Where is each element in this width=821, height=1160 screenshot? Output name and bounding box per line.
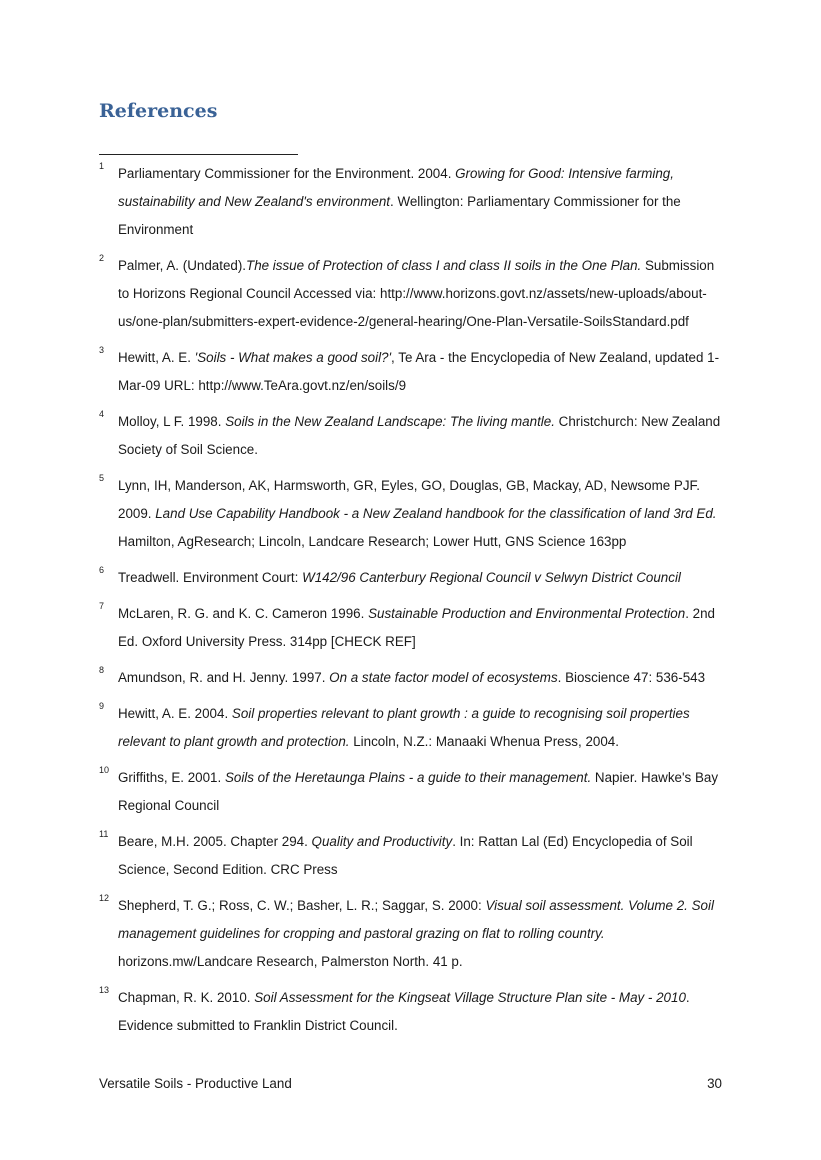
reference-number: 5 (99, 473, 105, 483)
reference-segment: Hewitt, A. E. 2004. (118, 706, 232, 721)
reference-text (118, 984, 729, 1040)
reference-title: Growing for Good: Intensive farming, sustainability and New Zealand's environment (118, 166, 674, 209)
reference-segment: Chapman, R. K. 2010. (118, 990, 255, 1005)
reference-text (118, 252, 729, 336)
reference-item (99, 344, 729, 400)
reference-item (99, 160, 729, 244)
reference-item (99, 664, 729, 692)
reference-item (99, 252, 729, 336)
reference-item (99, 764, 729, 820)
reference-item (99, 984, 729, 1040)
reference-number: 6 (99, 565, 105, 575)
reference-text (118, 764, 729, 820)
reference-title: Land Use Capability Handbook - a New Zealand handbook for the classification of land 3rd Ed. (155, 506, 717, 521)
reference-segment: Treadwell. Environment Court: (118, 570, 303, 585)
reference-text (118, 700, 729, 756)
reference-text (118, 160, 729, 244)
reference-title: On a state factor model of ecosystems (329, 670, 558, 685)
reference-title: The issue of Protection of class I and class II soils in the One Plan. (246, 258, 642, 273)
reference-segment: Palmer, A. (Undated). (118, 258, 247, 273)
reference-number: 8 (99, 665, 105, 675)
reference-item (99, 892, 729, 976)
page-title: References (99, 100, 218, 122)
reference-text (118, 600, 729, 656)
reference-segment: McLaren, R. G. and K. C. Cameron 1996. (118, 606, 369, 621)
reference-segment: Napier. Hawke's Bay Regional Council (118, 770, 719, 813)
reference-segment: . 2nd Ed. Oxford University Press. 314pp [CHECK REF] (118, 606, 715, 649)
reference-segment: Griffiths, E. 2001. (118, 770, 225, 785)
reference-segment: Christchurch: New Zealand Society of Soil Science. (118, 414, 721, 457)
reference-segment: Hewitt, A. E. (118, 350, 195, 365)
page-number: 30 (707, 1076, 722, 1091)
reference-item (99, 472, 729, 556)
reference-item (99, 600, 729, 656)
reference-segment: . Evidence submitted to Franklin District Council. (118, 990, 690, 1033)
reference-title: Visual soil assessment. Volume 2. Soil management guidelines for cropping and pastoral grazing on flat to rolling country. (118, 898, 714, 941)
reference-title: W142/96 Canterbury Regional Council v Selwyn District Council (302, 570, 681, 585)
reference-list (99, 160, 729, 1048)
reference-number: 10 (99, 765, 110, 775)
reference-segment: Beare, M.H. 2005. Chapter 294. (118, 834, 312, 849)
reference-segment: Submission to Horizons Regional Council Accessed via: http://www.horizons.govt.nz/assets/new-uploads/about-us/one-plan/submitters-expert-evidence-2/general-hearing/One-Plan-Versatile-SoilsStandard.pdf (118, 258, 715, 329)
reference-item (99, 564, 729, 592)
reference-number: 2 (99, 253, 105, 263)
reference-segment: . Wellington: Parliamentary Commissioner for the Environment (118, 194, 681, 237)
reference-segment: Hamilton, AgResearch; Lincoln, Landcare Research; Lower Hutt, GNS Science 163pp (118, 534, 627, 549)
reference-segment: Parliamentary Commissioner for the Environment. 2004. (118, 166, 456, 181)
reference-text (118, 892, 729, 976)
reference-number: 3 (99, 345, 105, 355)
reference-title: Soils of the Heretaunga Plains - a guide to their management. (224, 770, 592, 785)
footnote-divider (99, 154, 298, 155)
page-footer (99, 1076, 722, 1091)
reference-number: 4 (99, 409, 105, 419)
reference-number: 7 (99, 601, 105, 611)
reference-segment: , Te Ara - the Encyclopedia of New Zealand, updated 1-Mar-09 URL: http://www.TeAra.govt.nz/en/soils/9 (118, 350, 720, 393)
reference-number: 11 (99, 829, 109, 839)
reference-segment: . Bioscience 47: 536-543 (557, 670, 706, 685)
reference-title: Soil Assessment for the Kingseat Village Structure Plan site - May - 2010 (254, 990, 686, 1005)
reference-segment: Shepherd, T. G.; Ross, C. W.; Basher, L. R.; Saggar, S. 2000: (118, 898, 486, 913)
reference-item (99, 828, 729, 884)
reference-text (118, 344, 729, 400)
reference-segment: Molloy, L F. 1998. (118, 414, 226, 429)
reference-text (118, 828, 729, 884)
reference-text (118, 564, 729, 592)
reference-number: 12 (99, 893, 110, 903)
reference-number: 9 (99, 701, 105, 711)
reference-title: Sustainable Production and Environmental Protection (368, 606, 686, 621)
reference-title: 'Soils - What makes a good soil?' (194, 350, 392, 365)
reference-number: 13 (99, 985, 110, 995)
reference-title: Soil properties relevant to plant growth : a guide to recognising soil properties relevant to plant growth and protection. (118, 706, 690, 749)
reference-segment: . In: Rattan Lal (Ed) Encyclopedia of Soil Science, Second Edition. CRC Press (118, 834, 693, 877)
reference-text (118, 408, 729, 464)
footer-title: Versatile Soils - Productive Land (99, 1076, 292, 1091)
reference-segment: horizons.mw/Landcare Research, Palmerston North. 41 p. (118, 954, 463, 969)
reference-item (99, 700, 729, 756)
reference-segment: Amundson, R. and H. Jenny. 1997. (118, 670, 330, 685)
reference-segment: Lynn, IH, Manderson, AK, Harmsworth, GR, Eyles, GO, Douglas, GB, Mackay, AD, Newsome PJF. 2009. (118, 478, 700, 521)
reference-text (118, 472, 729, 556)
reference-text (118, 664, 729, 692)
reference-item (99, 408, 729, 464)
reference-title: Soils in the New Zealand Landscape: The living mantle. (225, 414, 555, 429)
reference-number: 1 (99, 161, 105, 171)
reference-segment: Lincoln, N.Z.: Manaaki Whenua Press, 2004. (349, 734, 619, 749)
reference-title: Quality and Productivity (311, 834, 453, 849)
